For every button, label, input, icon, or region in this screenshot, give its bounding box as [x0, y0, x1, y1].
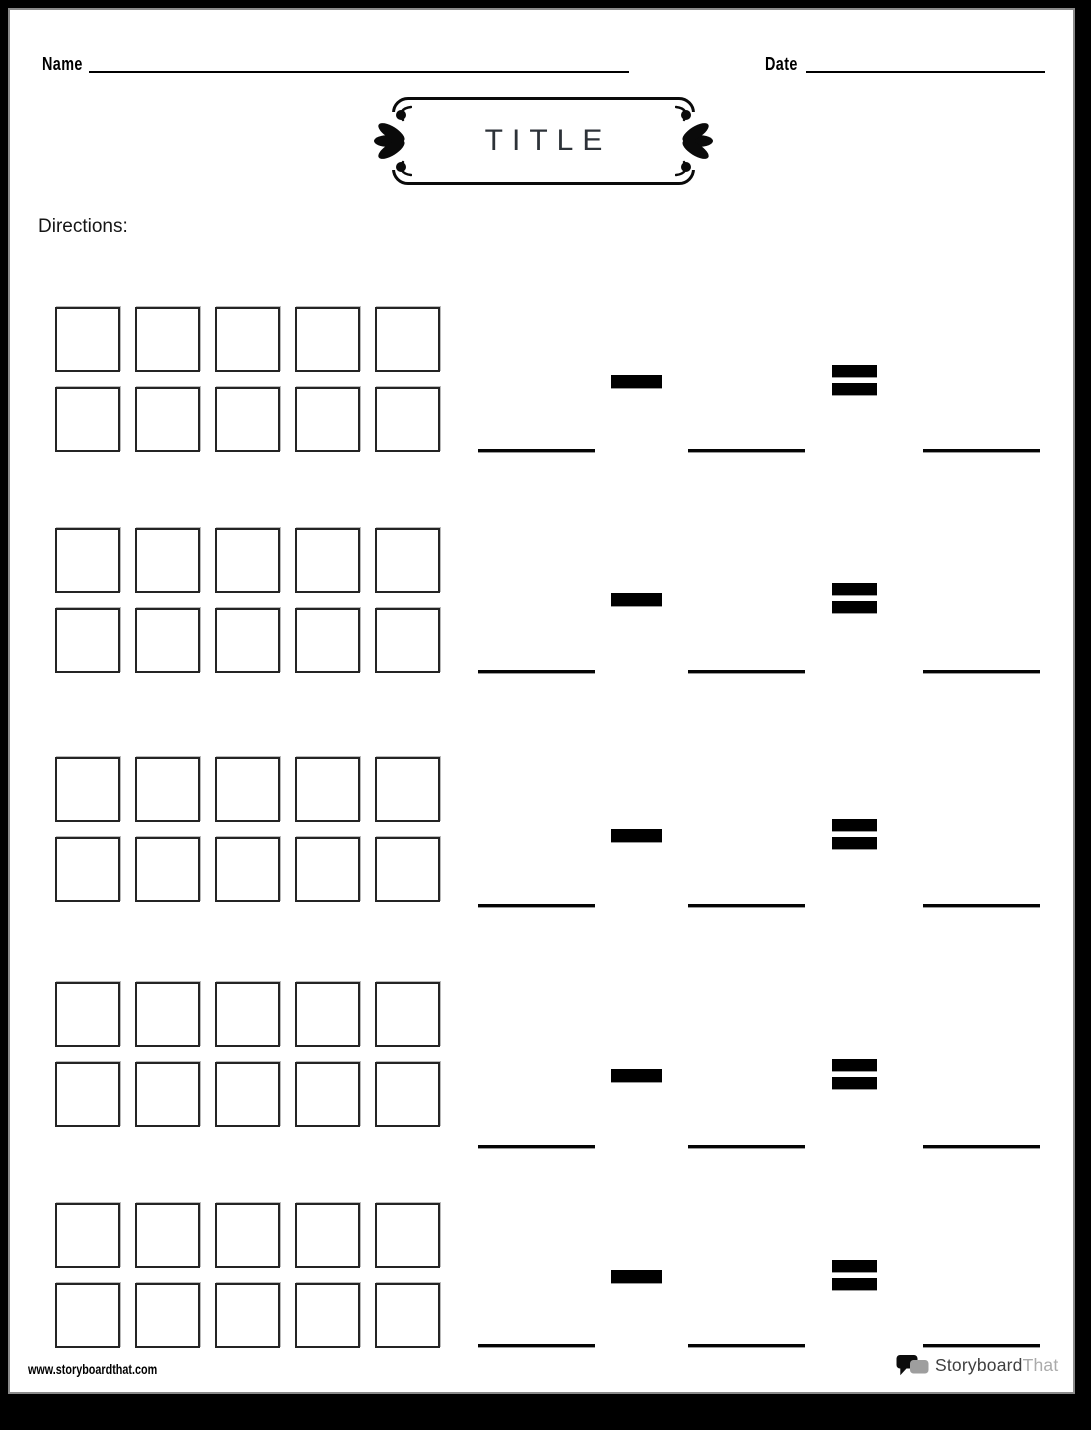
equals-bar [832, 601, 877, 613]
subtraction-problem-row [10, 528, 1073, 754]
ten-frame [10, 307, 1073, 533]
ten-frame-cell [295, 1062, 360, 1127]
equals-sign-icon [832, 819, 877, 849]
ten-frame [10, 982, 1073, 1208]
ten-frame-cell [375, 982, 440, 1047]
ten-frame-cell [375, 528, 440, 593]
equals-sign-icon [832, 365, 877, 395]
subtraction-problem-row [10, 307, 1073, 533]
flourish-ornament-icon [372, 105, 412, 177]
ten-frame-cell [135, 307, 200, 372]
ten-frame-cell [135, 1062, 200, 1127]
ten-frame-cell [135, 982, 200, 1047]
logo-text-that: That [1022, 1355, 1059, 1375]
ten-frame-cell [55, 1283, 120, 1348]
answer-line-difference [923, 904, 1040, 907]
equals-bar [832, 365, 877, 377]
ten-frame-cell [135, 1283, 200, 1348]
title-plaque [392, 97, 695, 185]
ten-frame-cell [295, 528, 360, 593]
ten-frame-cell [295, 387, 360, 452]
ten-frame-cell [55, 1062, 120, 1127]
ten-frame-cell [55, 982, 120, 1047]
answer-line-subtrahend [688, 904, 805, 907]
ten-frame-cell [55, 757, 120, 822]
ten-frame-cell [215, 1062, 280, 1127]
logo-text [935, 1355, 1058, 1376]
equals-sign-icon [832, 583, 877, 613]
ten-frame-cell [55, 1203, 120, 1268]
flourish-ornament-icon [675, 105, 715, 177]
equals-bar [832, 583, 877, 595]
ten-frame-cell [375, 1203, 440, 1268]
ten-frame-cell [215, 608, 280, 673]
equals-sign-icon [832, 1260, 877, 1290]
ten-frame-cell [215, 1283, 280, 1348]
ten-frame-cell [135, 837, 200, 902]
ten-frame-cell [215, 837, 280, 902]
subtraction-problem-row [10, 1203, 1073, 1429]
answer-line-minuend [478, 670, 595, 673]
ten-frame-cell [135, 528, 200, 593]
ten-frame-cell [295, 608, 360, 673]
ten-frame-cell [55, 528, 120, 593]
logo-text-storyboard: Storyboard [935, 1355, 1023, 1375]
speech-bubbles-icon [896, 1355, 929, 1376]
ten-frame-cell [375, 1283, 440, 1348]
ten-frame-cell [135, 1203, 200, 1268]
ten-frame-cell [375, 757, 440, 822]
answer-line-difference [923, 1145, 1040, 1148]
answer-line-difference [923, 670, 1040, 673]
equals-bar [832, 1260, 877, 1272]
ten-frame-cell [375, 307, 440, 372]
worksheet-page [10, 10, 1073, 1392]
subtraction-problem-row [10, 757, 1073, 983]
storyboardthat-logo[interactable] [896, 1355, 1058, 1376]
ten-frame-cell [375, 837, 440, 902]
ten-frame-cell [215, 757, 280, 822]
ten-frame-cell [215, 387, 280, 452]
ten-frame-cell [55, 387, 120, 452]
ten-frame-cell [135, 387, 200, 452]
answer-line-subtrahend [688, 449, 805, 452]
ten-frame-cell [55, 608, 120, 673]
ten-frame-cell [55, 837, 120, 902]
answer-line-difference [923, 1344, 1040, 1347]
ten-frame-cell [135, 757, 200, 822]
ten-frame-cell [295, 1203, 360, 1268]
minus-sign-icon [611, 1270, 662, 1283]
answer-line-subtrahend [688, 670, 805, 673]
minus-sign-icon [611, 829, 662, 842]
ten-frame-cell [215, 982, 280, 1047]
ten-frame-cell [215, 1203, 280, 1268]
ten-frame-cell [375, 1062, 440, 1127]
answer-line-difference [923, 449, 1040, 452]
ten-frame-cell [55, 307, 120, 372]
equals-bar [832, 1059, 877, 1071]
answer-line-minuend [478, 904, 595, 907]
ten-frame-cell [375, 608, 440, 673]
equals-bar [832, 383, 877, 395]
name-label: Name [42, 54, 83, 74]
answer-line-minuend [478, 1145, 595, 1148]
equals-bar [832, 819, 877, 831]
date-label: Date [765, 54, 798, 74]
footer-website-link[interactable]: www.storyboardthat.com [28, 1362, 158, 1377]
answer-line-subtrahend [688, 1145, 805, 1148]
minus-sign-icon [611, 593, 662, 606]
ten-frame-cell [375, 387, 440, 452]
equals-bar [832, 1278, 877, 1290]
date-fill-line [806, 71, 1045, 73]
ten-frame-cell [215, 528, 280, 593]
page-title: TITLE [484, 124, 612, 157]
subtraction-problem-row [10, 982, 1073, 1208]
minus-sign-icon [611, 1069, 662, 1082]
answer-line-subtrahend [688, 1344, 805, 1347]
equals-bar [832, 1077, 877, 1089]
equals-sign-icon [832, 1059, 877, 1089]
directions-label: Directions: [38, 216, 128, 237]
answer-line-minuend [478, 449, 595, 452]
ten-frame [10, 757, 1073, 983]
ten-frame-cell [295, 837, 360, 902]
answer-line-minuend [478, 1344, 595, 1347]
equals-bar [832, 837, 877, 849]
ten-frame [10, 1203, 1073, 1429]
ten-frame-cell [215, 307, 280, 372]
ten-frame-cell [295, 982, 360, 1047]
ten-frame-cell [295, 1283, 360, 1348]
name-fill-line [89, 71, 629, 73]
ten-frame-cell [135, 608, 200, 673]
ten-frame [10, 528, 1073, 754]
ten-frame-cell [295, 757, 360, 822]
ten-frame-cell [295, 307, 360, 372]
minus-sign-icon [611, 375, 662, 388]
